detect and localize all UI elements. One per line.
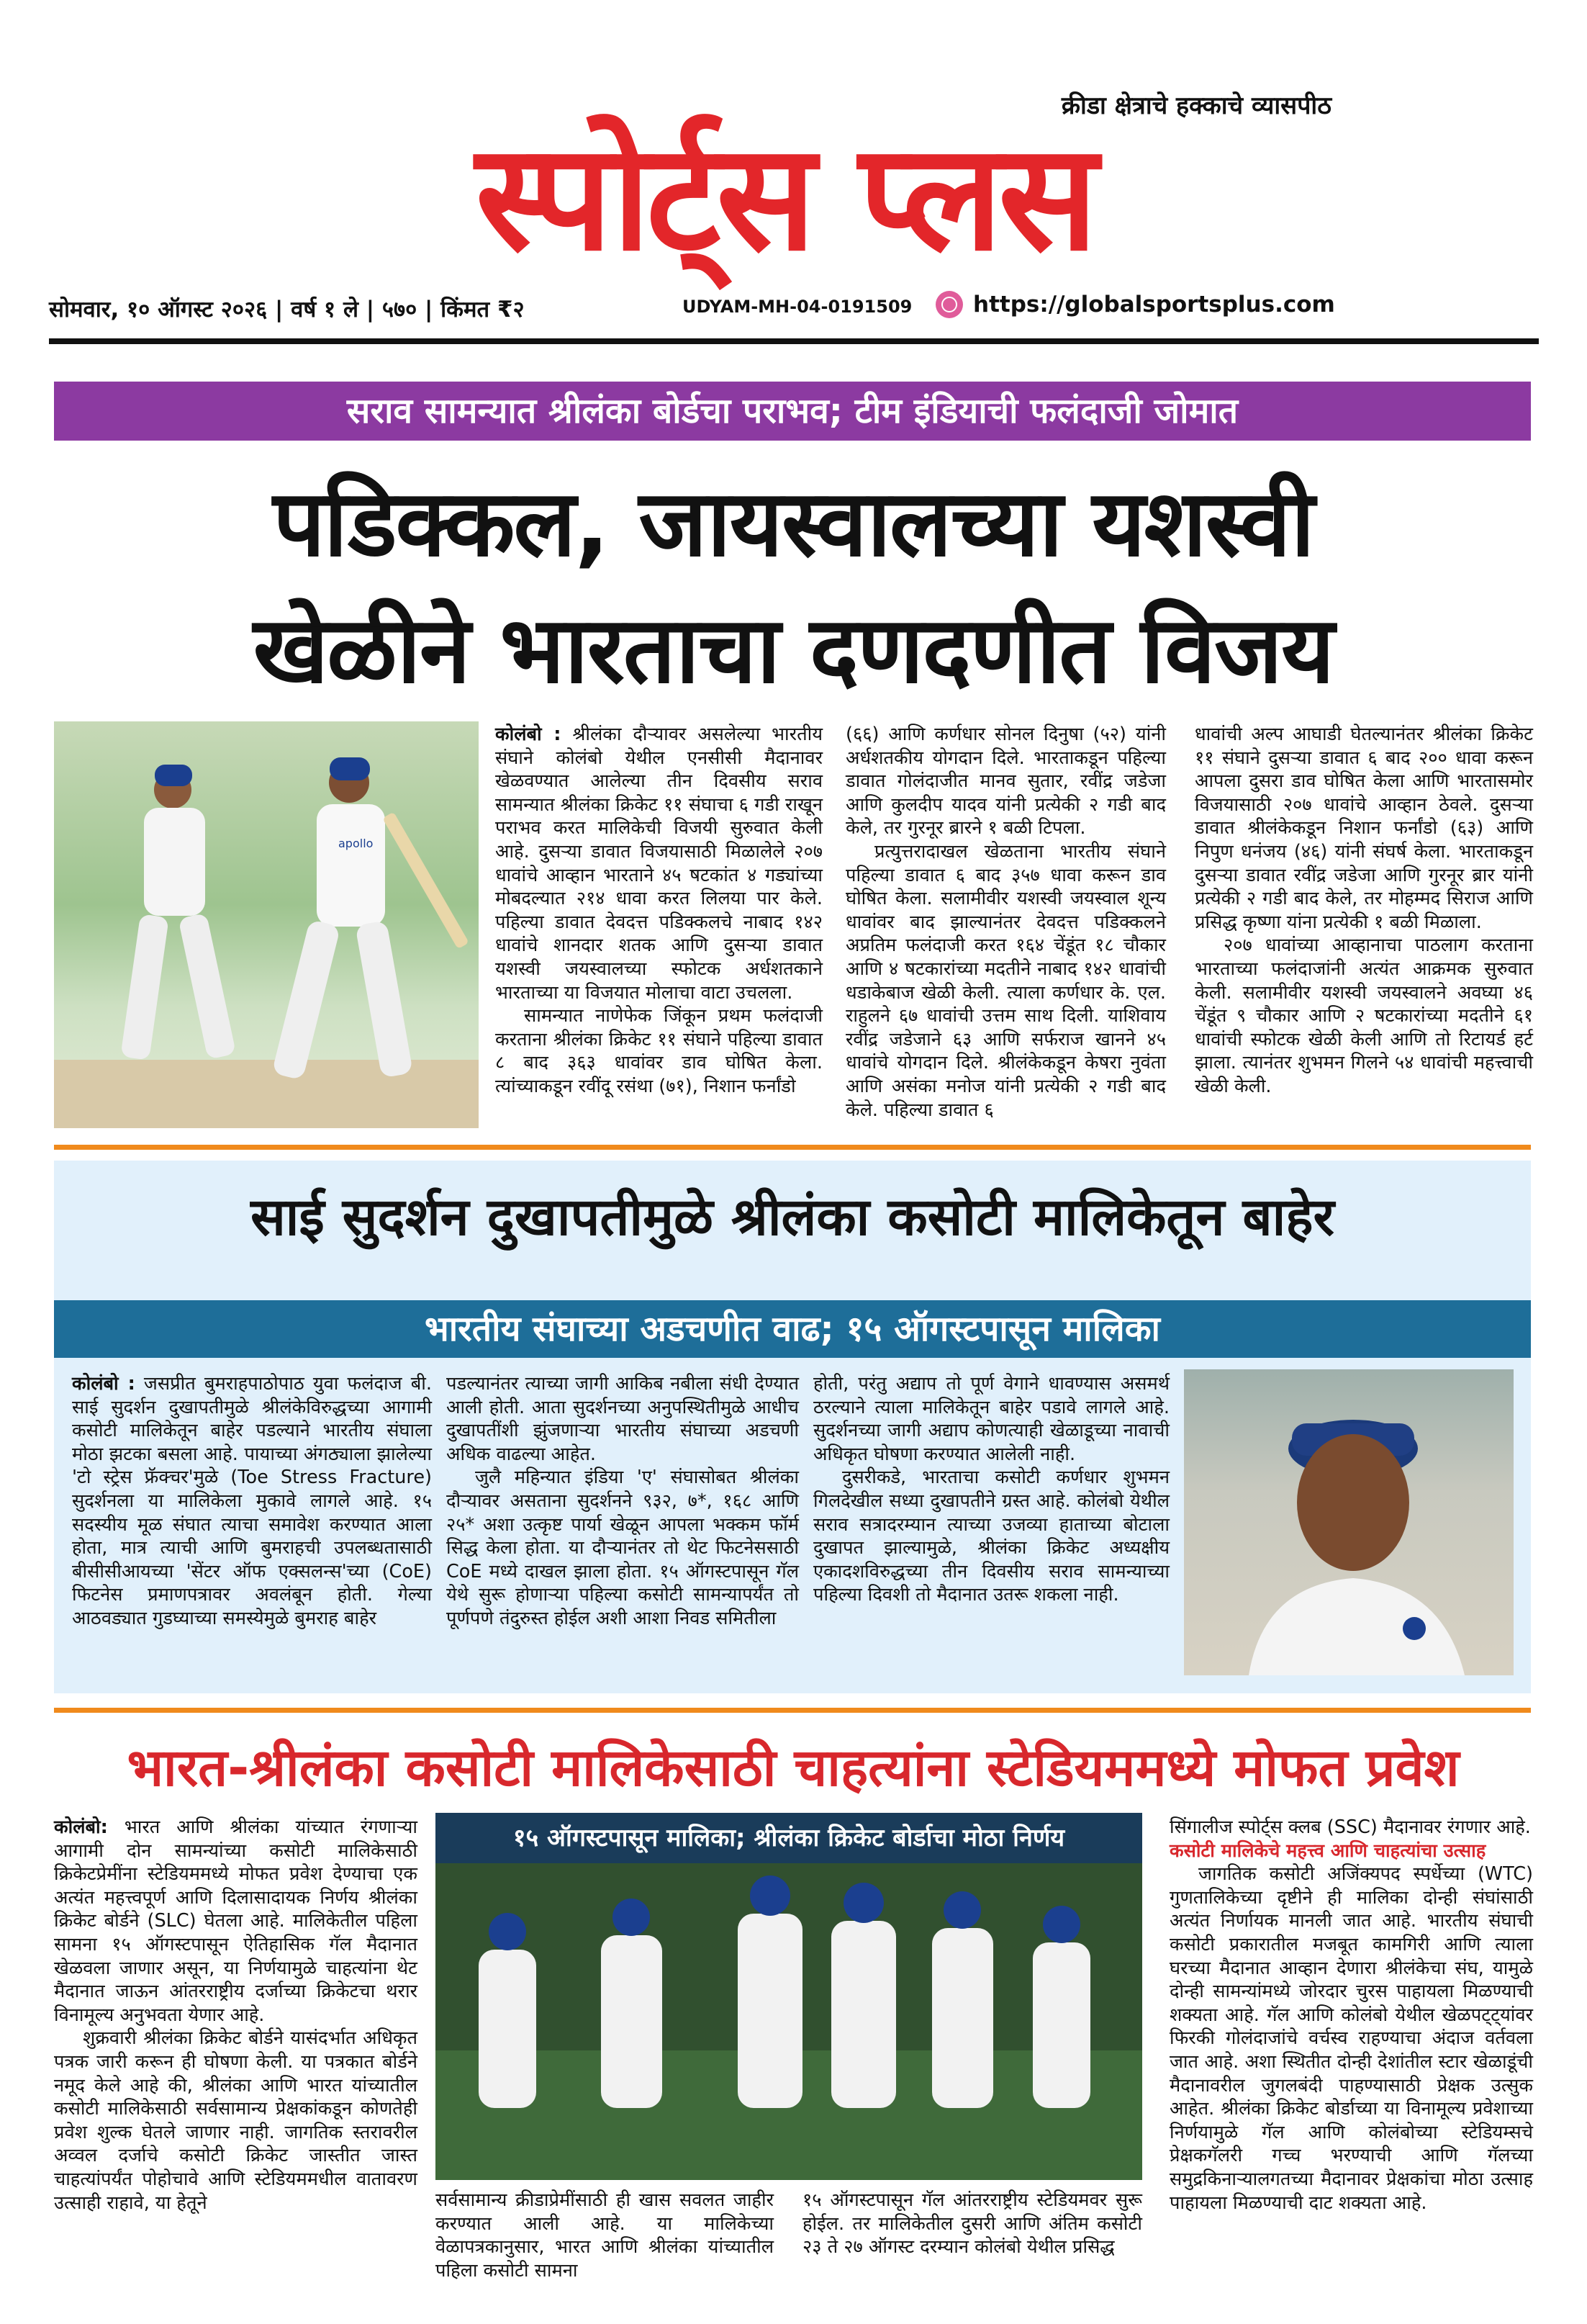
- story1-headline-line2: खेळीने भारताचा दणदणीत विजय: [253, 597, 1334, 704]
- story1-col3-p2: २०७ धावांच्या आव्हानाचा पाठलाग करताना भारताच्या फलंदाजांनी अत्यंत आक्रमक सुरुवात केली. सलामीवीर यशस्वी जयस्वालने अवघ्या ४६ चेंडूंत ९ चौकार आणि २ षटकारांच्या मदतीने ६१ धावांची स्फोटक खेळी केली आणि तो रिटायर्ड हर्ट झाला. त्यानंतर शुभमन गिलने ५४ धावांची महत्त्वाची खेळी केली.: [1195, 934, 1533, 1097]
- story2-column-3: [813, 1372, 1170, 1607]
- story3-column-2: [435, 2189, 774, 2282]
- story2-col3-p2: दुसरीकडे, भारताचा कसोटी कर्णधार शुभमन गिलदेखील सध्या दुखापतीने ग्रस्त आहे. कोलंबो येथील सराव सत्रादरम्यान त्याच्या उजव्या हाताच्या बोटाला दुखापत झाल्यामुळे, श्रीलंका क्रिकेट अध्यक्षीय एकादशविरुद्धच्या तीन दिवसीय सराव सामन्याच्या पहिल्या दिवशी तो मैदानात उतरू शकला नाही.: [813, 1467, 1170, 1606]
- registration-number: UDYAM-MH-04-0191509: [682, 297, 913, 317]
- story1-col2-p1: (६६) आणि कर्णधार सोनल दिनुषा (५२) यांनी अर्धशतकीय योगदान दिले. भारताकडून पहिल्या डावात गोलंदाजीत मानव सुतार, रवींद्र जडेजा आणि कुलदीप यादव यांनी प्रत्येकी २ गडी बाद केले, तर गुरनूर ब्रारने १ बळी टिपला.: [846, 724, 1166, 839]
- story3-headline: भारत-श्रीलंका कसोटी मालिकेसाठी चाहत्यांना स्टेडियममध्ये मोफत प्रवेश: [127, 1737, 1460, 1798]
- batsmen-running-illustration: [54, 721, 479, 1128]
- story2-photo: [1184, 1369, 1514, 1675]
- section-divider-1: [54, 1145, 1531, 1150]
- story2-col1-p1: जसप्रीत बुमराहपाठोपाठ युवा फलंदाज बी. साई सुदर्शन दुखापतीमुळे श्रीलंकेविरुद्धच्या आगामी कसोटी मालिकेतून बाहेर पडल्याने भारतीय संघाला मोठा झटका बसला आहे. पायाच्या अंगठ्याला झालेल्या 'टो स्ट्रेस फ्रॅक्चर'मुळे (Toe Stress Fracture) सुदर्शनला या मालिकेला मुकावे लागले आहे. १५ सदस्यीय मूळ संघात त्याचा समावेश करण्यात आला होता, मात्र त्याची आणि बुमराहची उपलब्धतासाठी बीसीसीआयच्या 'सेंटर ऑफ एक्सलन्स'च्या (CoE) फिटनेस प्रमाणपत्रावर अवलंबून होती. गेल्या आठवड्यात गुडघ्याच्या समस्येमुळे बुमराह बाहेर: [72, 1373, 432, 1629]
- dribbble-icon: [936, 291, 963, 318]
- story3-photo: [435, 1813, 1142, 2180]
- story1-dateline: कोलंबो :: [495, 724, 561, 745]
- story1-headline: [50, 461, 1536, 714]
- story3-column-4: [1170, 1816, 1533, 2215]
- story3-col4-p1: सिंगालीज स्पोर्ट्स क्लब (SSC) मैदानावर रंगणार आहे.: [1170, 1816, 1531, 1838]
- story1-col2-p2: प्रत्युत्तरादाखल खेळताना भारतीय संघाने पहिल्या डावात ६ बाद ३५७ धावा करून डाव घोषित केला. सलामीवीर यशस्वी जयस्वाल शून्य धावांवर बाद झाल्यानंतर देवदत्त पडिक्कलने अप्रतिम फलंदाजी करत १६४ चेंडूंत १८ चौकार आणि ४ षटकारांच्या मदतीने नाबाद १४२ धावांची धडाकेबाज खेळी केली. त्याला कर्णधार के. एल. राहुलने ६७ धावांची उत्तम साथ दिली. याशिवाय रवींद्र जडेजाने ६३ आणि सर्फराज खानने ४५ धावांचे योगदान दिले. श्रीलंकेकडून केषरा नुवंता आणि असंका मनोज यांनी प्रत्येकी २ गडी बाद केले. पहिल्या डावात ६: [846, 840, 1166, 1121]
- svg-text:apollo: apollo: [338, 837, 374, 850]
- issue-dateline: सोमवार, १० ऑगस्ट २०२६ | वर्ष १ ले | ५७० | किंमत ₹२: [49, 297, 525, 323]
- story3-column-3: [802, 2189, 1142, 2259]
- story3-col3-p1: १५ ऑगस्टपासून गॅल आंतरराष्ट्रीय स्टेडियमवर सुरू होईल. तर मालिकेतील दुसरी आणि अंतिम कसोटी २३ ते २७ ऑगस्ट दरम्यान कोलंबो येथील प्रसिद्ध: [802, 2189, 1142, 2258]
- story1-headline-line1: पडिक्कल, जायस्वालच्या यशस्वी: [273, 470, 1314, 577]
- story3-column-1: [54, 1816, 417, 2215]
- story2-col3-p1: होती, परंतु अद्याप तो पूर्ण वेगाने धावण्यास असमर्थ ठरल्याने त्याला मालिकेतून बाहेर पडावे लागले आहे. सुदर्शनच्या जागी अद्याप कोणत्याही खेळाडूच्या नावाची अधिकृत घोषणा करण्यात आलेली नाही.: [813, 1373, 1170, 1465]
- player-portrait-illustration: [1184, 1369, 1514, 1675]
- story2-kicker: भारतीय संघाच्या अडचणीत वाढ; १५ ऑगस्टपासून मालिका: [54, 1300, 1531, 1358]
- story2-column-1: [72, 1372, 432, 1631]
- story2-dateline: कोलंबो :: [72, 1373, 135, 1395]
- story3-col4-p2: जागतिक कसोटी अजिंक्यपद स्पर्धेच्या (WTC) गुणतालिकेच्या दृष्टीने ही मालिका दोन्ही संघांसाठी अत्यंत निर्णायक मानली जात आहे. भारतीय संघाची कसोटी प्रकारातील मजबूत कामगिरी आणि त्याला घरच्या मैदानात आव्हान देणारा श्रीलंकेचा संघ, यामुळे दोन्ही सामन्यांमध्ये जोरदार चुरस पाहायला मिळण्याची शक्यता आहे. गॅल आणि कोलंबो येथील खेळपट्ट्यांवर फिरकी गोलंदाजांचे वर्चस्व राहण्याचा अंदाज वर्तवला जात आहे. अशा स्थितीत दोन्ही देशांतील स्टार खेळाडूंची मैदानावरील जुगलबंदी पाहण्यासाठी प्रेक्षक उत्सुक आहेत. श्रीलंका क्रिकेट बोर्डाच्या या विनामूल्य प्रवेशाच्या निर्णयामुळे गॅल आणि कोलंबोच्या स्टेडियम्सचे प्रेक्षकगॅलरी गच्च भरण्याची आणि गॅलच्या समुद्रकिनाऱ्यालगतच्या मैदानावर प्रेक्षकांचा मोठा उत्साह पाहायला मिळण्याची दाट शक्यता आहे.: [1170, 1863, 1533, 2214]
- story1-column-3: [1195, 723, 1533, 1099]
- story3-col1-p1: भारत आणि श्रीलंका यांच्यात रंगणाऱ्या आगामी दोन सामन्यांच्या कसोटी मालिकेसाठी क्रिकेटप्रेमींना स्टेडियममध्ये मोफत प्रवेश देण्याचा एक अत्यंत महत्त्वपूर्ण आणि दिलासादायक निर्णय श्रीलंका क्रिकेट बोर्डने (SLC) घेतला आहे. मालिकेतील पहिला सामना १५ ऑगस्टपासून ऐतिहासिक गॅल मैदानात खेळवला जाणार असून, या निर्णयामुळे चाहत्यांना थेट मैदानात जाऊन आंतरराष्ट्रीय दर्जाच्या क्रिकेटचा थरार विनामूल्य अनुभवता येणार आहे.: [54, 1816, 417, 2026]
- story1-column-2: [846, 723, 1166, 1122]
- story3-photo-caption: १५ ऑगस्टपासून मालिका; श्रीलंका क्रिकेट बोर्डाचा मोठा निर्णय: [435, 1813, 1142, 1863]
- story1-kicker: सराव सामन्यात श्रीलंका बोर्डचा पराभव; टीम इंडियाची फलंदाजी जोमात: [54, 382, 1531, 441]
- story3-subhead: कसोटी मालिकेचे महत्त्व आणि चाहत्यांचा उत्साह: [1170, 1839, 1486, 1862]
- story3-dateline: कोलंबो:: [54, 1816, 108, 1838]
- story2-col2-p1: पडल्यानंतर त्याच्या जागी आकिब नबीला संधी देण्यात आली होती. आता सुदर्शनच्या अनुपस्थितीमुळे आधीच दुखापतींशी झुंजणाऱ्या भारतीय संघाच्या अडचणी अधिक वाढल्या आहेत.: [446, 1373, 799, 1465]
- masthead-tagline: क्रीडा क्षेत्राचे हक्काचे व्यासपीठ: [1061, 91, 1331, 120]
- story1-photo: [54, 721, 479, 1128]
- masthead-title: स्पोर्ट्स प्लस: [475, 112, 1094, 284]
- story2-column-2: [446, 1372, 799, 1631]
- section-divider-2: [54, 1708, 1531, 1713]
- team-celebration-illustration: [435, 1813, 1142, 2180]
- story3-col2-p1: सर्वसामान्य क्रीडाप्रेमींसाठी ही खास सवलत जाहीर करण्यात आली आहे. या मालिकेच्या वेळापत्रकानुसार, भारत आणि श्रीलंका यांच्यातील पहिला कसोटी सामना: [435, 2189, 774, 2282]
- website-url[interactable]: https://globalsportsplus.com: [973, 292, 1335, 317]
- story3-col1-p2: शुक्रवारी श्रीलंका क्रिकेट बोर्डने यासंदर्भात अधिकृत पत्रक जारी करून ही घोषणा केली. या पत्रकात बोर्डने नमूद केले आहे की, श्रीलंका आणि भारत यांच्यातील कसोटी मालिकेसाठी सर्वसामान्य प्रेक्षकांकडून कोणतेही प्रवेश शुल्क घेतले जाणार नाही. जागतिक स्तरावरील अव्वल दर्जाचे कसोटी क्रिकेट जास्तीत जास्त चाहत्यांपर्यंत पोहोचावे आणि स्टेडियममधील वातावरण उत्साही राहावे, या हेतूने: [54, 2027, 417, 2214]
- story2-headline: साई सुदर्शन दुखापतीमुळे श्रीलंका कसोटी मालिकेतून बाहेर: [250, 1186, 1334, 1247]
- story1-col1-p1: श्रीलंका दौऱ्यावर असलेल्या भारतीय संघाने कोलंबो येथील एनसीसी मैदानावर खेळवण्यात आलेल्या तीन दिवसीय सराव सामन्यात श्रीलंका क्रिकेट ११ संघाचा ६ गडी राखून पराभव करत मालिकेची विजयी सुरुवात केली आहे. दुसऱ्या डावात विजयासाठी मिळालेले २०७ धावांचे आव्हान भारताने ४५ षटकांत ४ गड्यांच्या मोबदल्यात २१४ धावा करत लिलया पार केले. पहिल्या डावात देवदत्त पडिक्कलचे नाबाद १४२ धावांचे शानदार शतक आणि दुसऱ्या डावात यशस्वी जयस्वालच्या स्फोटक अर्धशतकाने भारताच्या या विजयात मोलाचा वाटा उचलला.: [495, 724, 823, 1004]
- story1-column-1: [495, 723, 823, 1099]
- story1-col3-p1: धावांची अल्प आघाडी घेतल्यानंतर श्रीलंका क्रिकेट ११ संघाने दुसऱ्या डावात ६ बाद २०० धावा करून आपला दुसरा डाव घोषित केला आणि भारतासमोर विजयासाठी २०७ धावांचे आव्हान ठेवले. दुसऱ्या डावात श्रीलंकेकडून निशान फर्नांडो (६३) आणि निपुण धनंजय (४६) यांनी संघर्ष केला. भारताकडून दुसऱ्या डावात रवींद्र जडेजा आणि गुरनूर ब्रार यांनी प्रत्येकी २ गडी बाद केले, तर मोहम्मद सिराज आणि प्रसिद्ध कृष्णा यांना प्रत्येकी १ बळी मिळाला.: [1195, 724, 1533, 933]
- masthead-divider: [49, 338, 1539, 344]
- website-link[interactable]: [936, 291, 1335, 318]
- story1-col1-p2: सामन्यात नाणेफेक जिंकून प्रथम फलंदाजी करताना श्रीलंका क्रिकेट ११ संघाने पहिल्या डावात ८ बाद ३६३ धावांवर डाव घोषित केला. त्यांच्याकडून रवींदू रसंथा (७१), निशान फर्नांडो: [495, 1005, 823, 1097]
- story2-col2-p2: जुलै महिन्यात इंडिया 'ए' संघासोबत श्रीलंका दौऱ्यावर असताना सुदर्शनने ९३२, ७*, १६८ आणि २५* अशा उत्कृष्ट पार्या खेळून आपला भक्कम फॉर्म सिद्ध केला होता. या दौऱ्यानंतर तो थेट फिटनेससाठी CoE मध्ये दाखल झाला होता. १५ ऑगस्टपासून गॅल येथे सुरू होणाऱ्या पहिल्या कसोटी सामन्यापर्यंत तो पूर्णपणे तंदुरुस्त होईल अशी आशा निवड समितीला: [446, 1467, 799, 1629]
